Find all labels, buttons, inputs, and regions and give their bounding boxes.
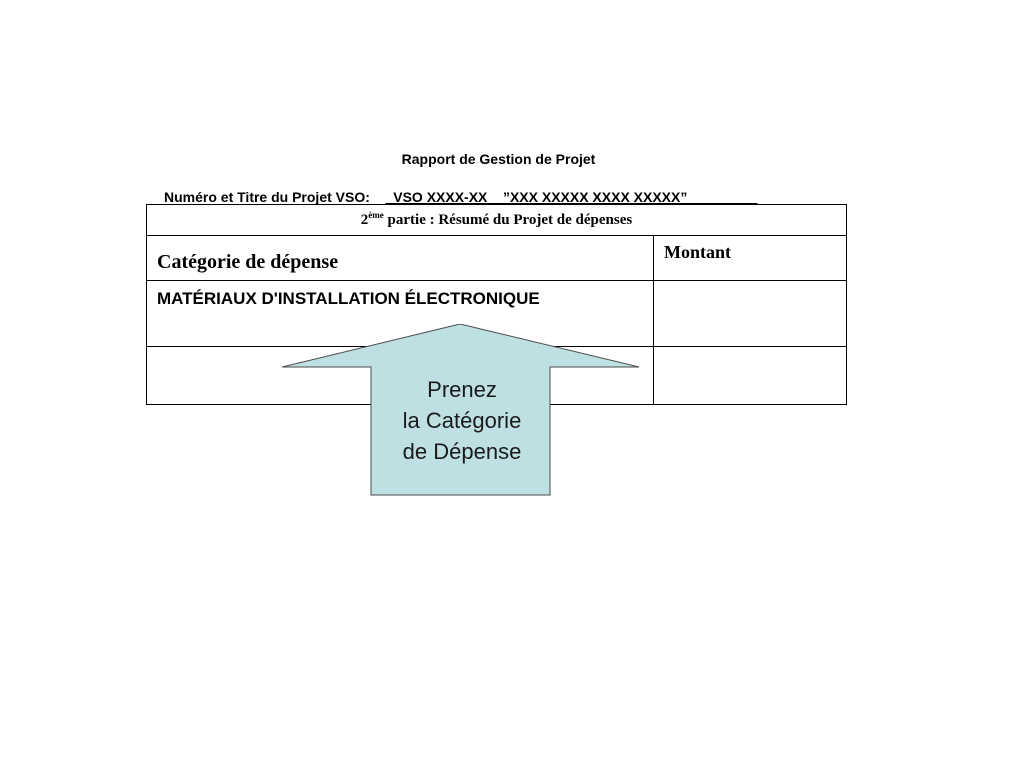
project-label: Numéro et Titre du Projet VSO: (164, 189, 370, 205)
arrow-label-line1: Prenez (427, 377, 497, 402)
amount-cell[interactable] (654, 347, 847, 405)
section-title-cell (147, 205, 847, 236)
arrow-label-line2: la Catégorie (402, 408, 522, 433)
section-superscript: ème (368, 209, 384, 220)
report-title: Rapport de Gestion de Projet (401, 151, 596, 167)
amount-column-header: Montant (654, 236, 847, 281)
amount-cell[interactable] (654, 281, 847, 347)
section-title: partie : Résumé du Projet de dépenses (383, 211, 633, 228)
category-column-header: Catégorie de dépense (147, 236, 654, 281)
section-title-row (147, 205, 847, 236)
arrow-label-line3: de Dépense (402, 439, 522, 464)
arrow-label (372, 374, 552, 467)
up-arrow-callout (282, 324, 642, 496)
section-number: 2 (360, 211, 369, 228)
table-header-row (147, 236, 847, 281)
project-number-title-line (164, 189, 757, 205)
project-value: _VSO XXXX-XX _ ”XXX XXXXX XXXX XXXXX”_________ (385, 189, 758, 205)
category-cell[interactable]: MATÉRIAUX D'INSTALLATION ÉLECTRONIQUE (147, 281, 654, 347)
